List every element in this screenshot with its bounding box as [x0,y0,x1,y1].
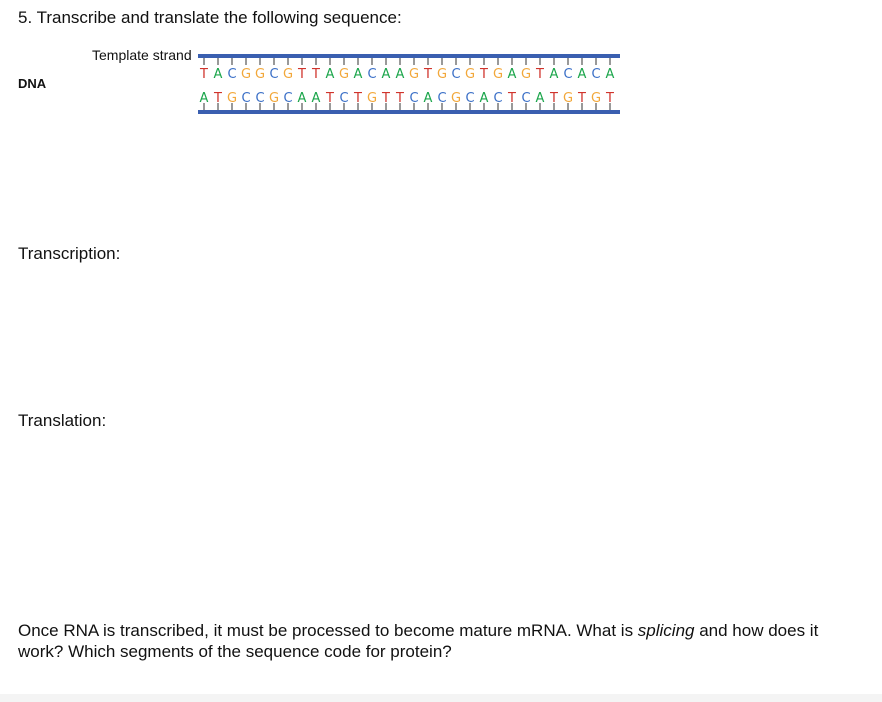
dna-label: DNA [18,76,47,91]
coding-base-T: T [396,91,404,106]
template-base-G: G [464,67,476,82]
coding-base-G: G [590,91,602,106]
template-base-A: A [507,67,517,82]
coding-base-A: A [297,91,307,106]
coding-base-C: C [339,91,349,106]
splicing-question-end: and how does it work? Which segments of the sequence code for protein? [18,621,819,661]
template-base-G: G [240,67,252,82]
coding-base-A: A [535,91,545,106]
coding-base-T: T [214,91,222,106]
coding-base-C: C [437,91,447,106]
coding-base-A: A [479,91,489,106]
transcription-label: Transcription: [18,244,121,263]
template-base-C: C [269,67,279,82]
translation-label: Translation: [18,411,107,430]
coding-base-T: T [578,91,586,106]
template-base-G: G [254,67,266,82]
template-base-A: A [549,67,559,82]
template-base-A: A [577,67,587,82]
splicing-question [18,620,858,662]
coding-base-A: A [423,91,433,106]
coding-base-C: C [283,91,293,106]
template-sequence [199,67,615,82]
coding-base-T: T [606,91,614,106]
coding-base-T: T [326,91,334,106]
coding-base-C: C [493,91,503,106]
template-base-C: C [451,67,461,82]
template-base-A: A [605,67,615,82]
splicing-question-start: Once RNA is transcribed, it must be processed to become mature mRNA. What is [18,621,638,640]
coding-base-T: T [354,91,362,106]
template-base-C: C [367,67,377,82]
coding-base-G: G [450,91,462,106]
coding-base-A: A [199,91,209,106]
template-base-T: T [312,67,320,82]
template-strand-label: Template strand [92,47,192,63]
coding-base-G: G [226,91,238,106]
question-title: 5. Transcribe and translate the following sequence: [18,8,402,27]
coding-base-C: C [409,91,419,106]
page-bottom-edge [0,694,882,702]
splicing-term: splicing [637,621,695,640]
template-base-T: T [200,67,208,82]
coding-base-C: C [241,91,251,106]
coding-base-G: G [268,91,280,106]
template-base-G: G [520,67,532,82]
template-base-A: A [213,67,223,82]
template-base-G: G [408,67,420,82]
coding-backbone [198,110,620,114]
dna-diagram [196,50,626,120]
coding-base-C: C [255,91,265,106]
template-base-G: G [436,67,448,82]
template-base-A: A [395,67,405,82]
coding-base-C: C [521,91,531,106]
coding-base-T: T [550,91,558,106]
coding-base-T: T [508,91,516,106]
coding-sequence [200,91,614,106]
template-base-T: T [480,67,488,82]
coding-base-G: G [366,91,378,106]
coding-base-G: G [562,91,574,106]
template-base-A: A [353,67,363,82]
coding-base-C: C [465,91,475,106]
template-base-G: G [282,67,294,82]
template-base-A: A [325,67,335,82]
template-ticks [204,58,610,65]
template-base-T: T [536,67,544,82]
template-base-T: T [298,67,306,82]
template-base-C: C [227,67,237,82]
template-backbone [198,54,620,58]
template-base-A: A [381,67,391,82]
template-base-C: C [591,67,601,82]
coding-base-T: T [382,91,390,106]
template-base-G: G [492,67,504,82]
coding-base-A: A [311,91,321,106]
template-base-T: T [424,67,432,82]
template-base-G: G [338,67,350,82]
template-base-C: C [563,67,573,82]
